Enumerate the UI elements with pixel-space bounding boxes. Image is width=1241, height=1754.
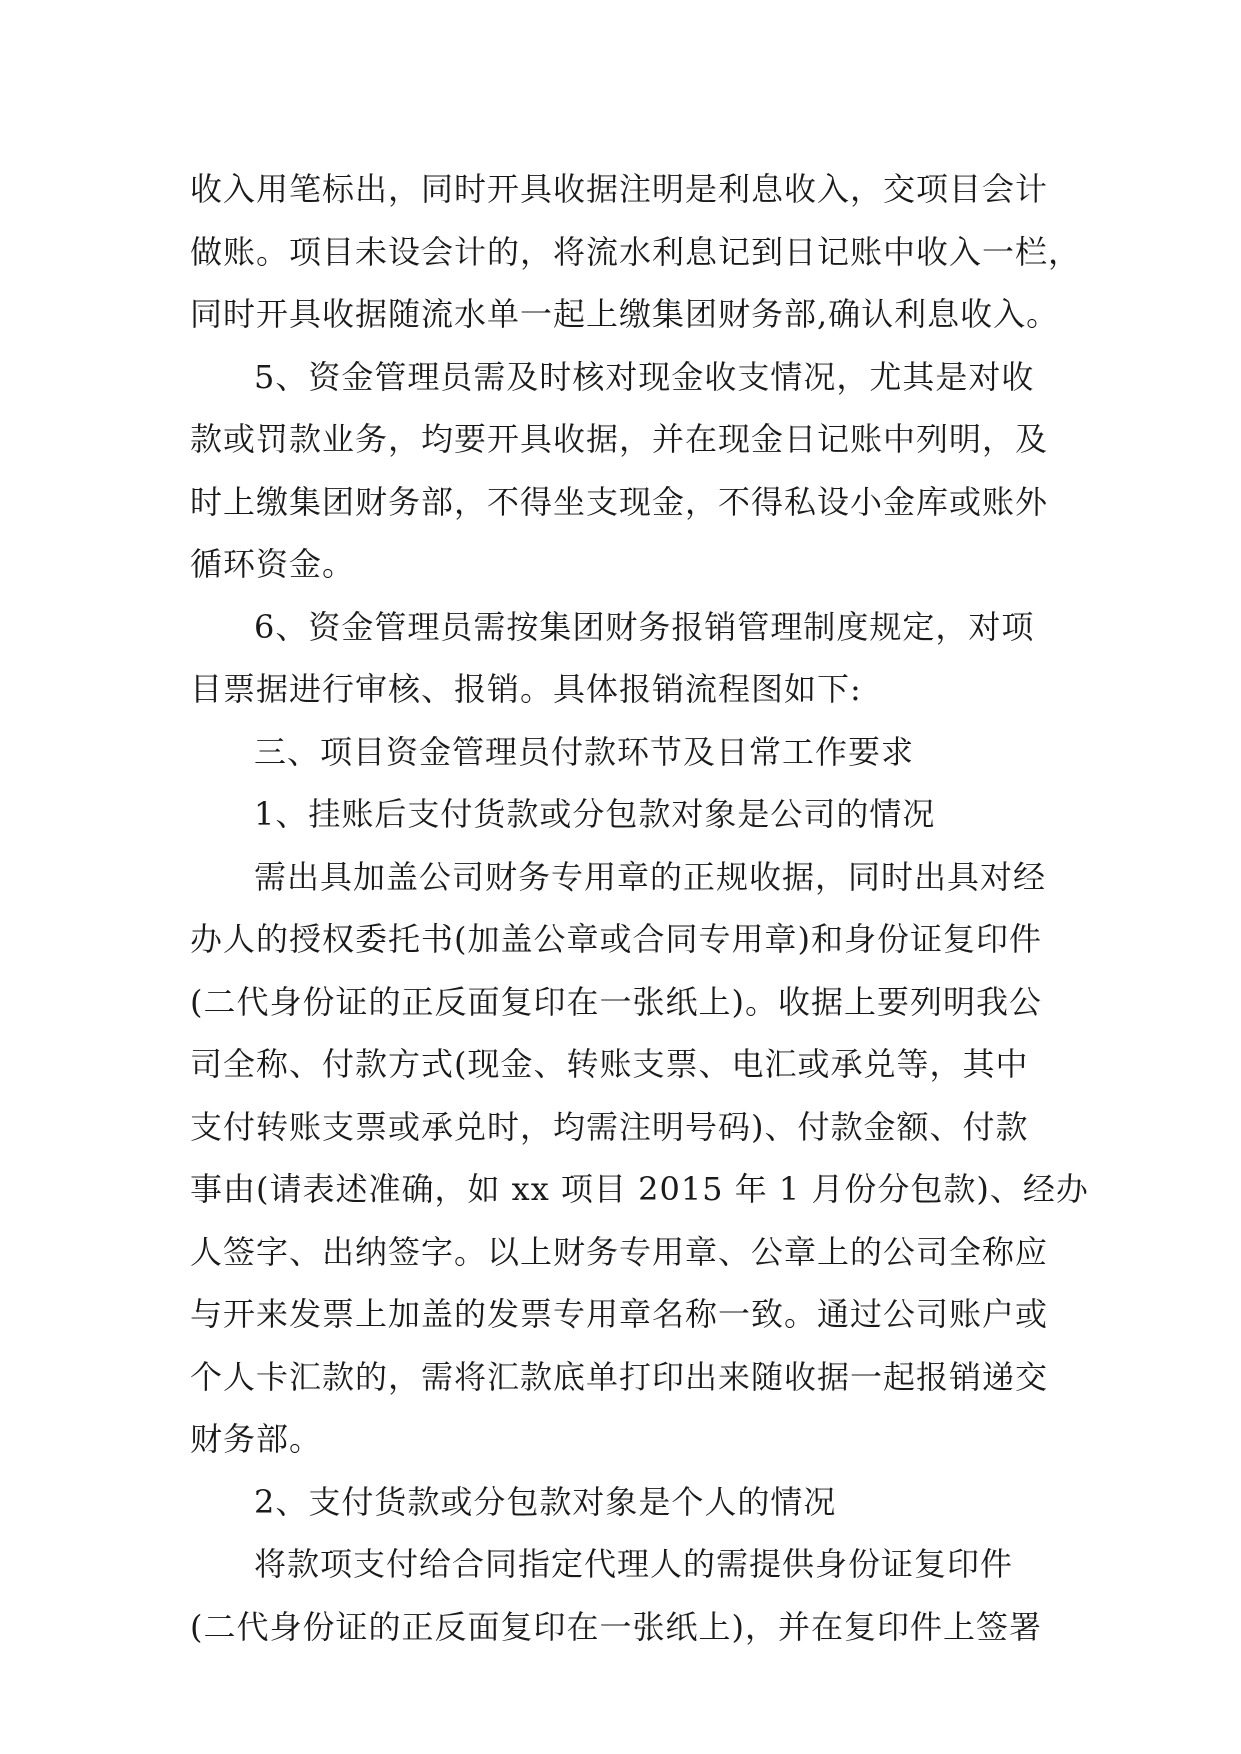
text-line: (二代身份证的正反面复印在一张纸上)，并在复印件上签署 [190,1607,1042,1646]
text-line: 办人的授权委托书(加盖公章或合同专用章)和身份证复印件 [190,920,1042,958]
text-line: 司全称、付款方式(现金、转账支票、电汇或承兑等，其中 [190,1045,1029,1083]
text-line: (二代身份证的正反面复印在一张纸上)。收据上要列明我公 [190,982,1042,1021]
text-line: 事由(请表述准确，如 xx 项目 2015 年 1 月份分包款)、经办 [190,1170,1089,1208]
document-body [190,158,1089,1658]
text-line: 做账。项目未设会计的，将流水利息记到日记账中收入一栏， [190,232,1082,271]
text-line: 1、挂账后支付货款或分包款对象是公司的情况 [254,795,936,833]
text-line: 支付转账支票或承兑时，均需注明号码)、付款金额、付款 [190,1107,1029,1146]
text-line: 财务部。 [190,1420,323,1458]
text-line: 将款项支付给合同指定代理人的需提供身份证复印件 [254,1545,1014,1583]
text-line: 款或罚款业务，均要开具收据，并在现金日记账中列明，及 [190,420,1049,458]
text-line: 收入用笔标出，同时开具收据注明是利息收入，交项目会计 [190,170,1049,208]
text-line: 需出具加盖公司财务专用章的正规收据，同时出具对经 [254,857,1047,896]
text-line: 6、资金管理员需按集团财务报销管理制度规定，对项 [254,607,1035,646]
text-line: 2、支付货款或分包款对象是个人的情况 [254,1482,837,1521]
text-line: 个人卡汇款的，需将汇款底单打印出来随收据一起报销递交 [190,1357,1049,1396]
text-line: 循环资金。 [190,545,356,583]
text-line: 人签字、出纳签字。以上财务专用章、公章上的公司全称应 [190,1232,1049,1271]
text-line: 5、资金管理员需及时核对现金收支情况，尤其是对收 [254,357,1035,396]
text-line: 三、项目资金管理员付款环节及日常工作要求 [254,732,915,771]
text-line: 时上缴集团财务部，不得坐支现金，不得私设小金库或账外 [190,482,1049,521]
text-line: 与开来发票上加盖的发票专用章名称一致。通过公司账户或 [190,1295,1049,1333]
text-line: 同时开具收据随流水单一起上缴集团财务部,确认利息收入。 [190,295,1060,333]
text-line: 目票据进行审核、报销。具体报销流程图如下: [190,670,862,708]
